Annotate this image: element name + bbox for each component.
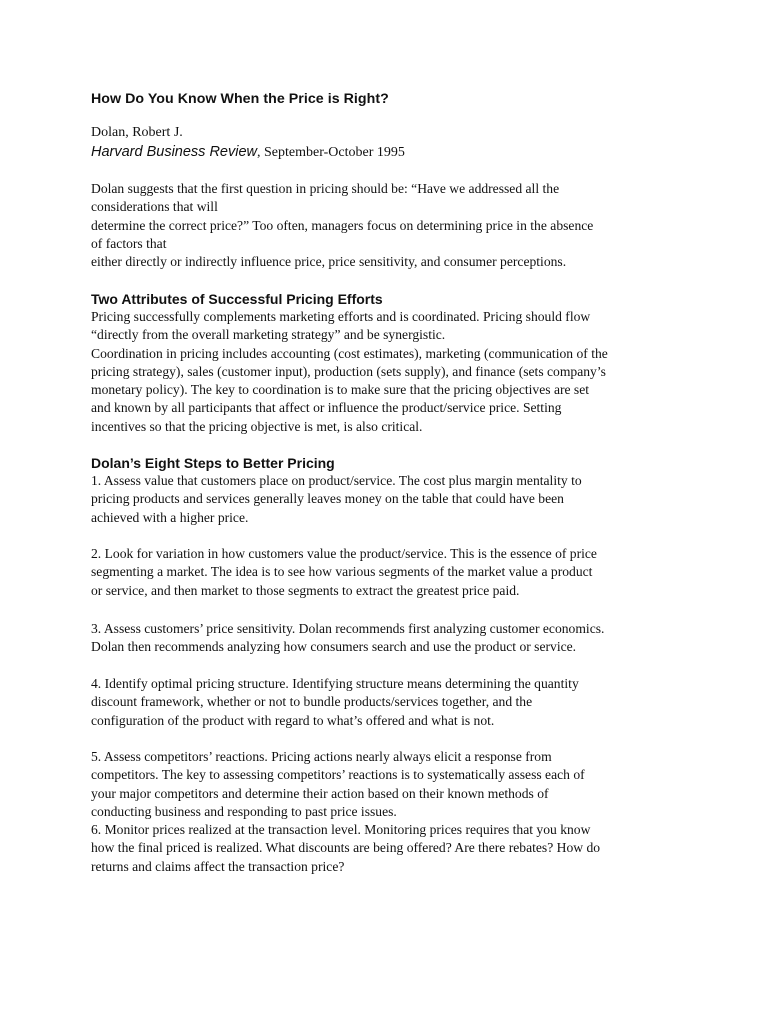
text-line: considerations that will: [91, 199, 218, 215]
text-line: incentives so that the pricing objective is met, is also critical.: [91, 418, 423, 434]
text-line: 4. Identify optimal pricing structure. Identifying structure means determining the quantity: [91, 676, 579, 691]
section-pricing-attributes: [91, 290, 691, 436]
text-line: segmenting a market. The idea is to see how various segments of the market value a product: [91, 564, 593, 580]
text-line: 3. Assess customers’ price sensitivity. Dolan recommends first analyzing customer economics.: [91, 621, 605, 636]
author-line: Dolan, Robert J.: [91, 125, 183, 140]
text-line: how the final priced is realized. What discounts are being offered? Are there rebates? How do: [91, 840, 601, 856]
text-line: Coordination in pricing includes accounting (cost estimates), marketing (communication of the: [91, 345, 608, 361]
section-eight-steps: [91, 454, 691, 527]
text-line: and known by all participants that affect or influence the product/service price. Setting: [91, 400, 562, 416]
step-5-6-paragraph: [91, 748, 691, 876]
text-line: 5. Assess competitors’ reactions. Pricing actions nearly always elicit a response from: [91, 749, 552, 764]
document-title: How Do You Know When the Price is Right?: [91, 91, 389, 107]
text-line: 6. Monitor prices realized at the transaction level. Monitoring prices requires that you know: [91, 822, 591, 838]
publication-date: , September-October 1995: [257, 145, 405, 160]
text-line: 1. Assess value that customers place on product/service. The cost plus margin mentality to: [91, 473, 582, 488]
source-line: [91, 144, 405, 161]
text-line: monetary policy). The key to coordination is to make sure that the pricing objectives are set: [91, 382, 590, 398]
step-3-paragraph: [91, 620, 691, 657]
text-line: conducting business and responding to past price issues.: [91, 803, 397, 819]
text-line: of factors that: [91, 235, 167, 251]
text-line: competitors. The key to assessing competitors’ reactions is to systematically assess each of: [91, 767, 585, 783]
text-line: Pricing successfully complements marketing efforts and is coordinated. Pricing should flow: [91, 309, 591, 324]
text-line: configuration of the product with regard to what’s offered and what is not.: [91, 712, 495, 728]
text-line: returns and claims affect the transaction price?: [91, 858, 345, 874]
text-line: your major competitors and determine their action based on their known methods of: [91, 785, 549, 801]
journal-name: Harvard Business Review: [91, 144, 258, 160]
text-line: achieved with a higher price.: [91, 509, 249, 525]
text-line: 2. Look for variation in how customers value the product/service. This is the essence of price: [91, 546, 597, 561]
text-line: Dolan then recommends analyzing how consumers search and use the product or service.: [91, 639, 577, 655]
text-line: pricing products and services generally leaves money on the table that could have been: [91, 491, 564, 507]
text-line: or service, and then market to those segments to extract the greatest price paid.: [91, 582, 520, 598]
step-2-paragraph: [91, 545, 691, 600]
intro-paragraph: [91, 180, 691, 271]
step-4-paragraph: [91, 675, 691, 730]
text-line: pricing strategy), sales (customer input), production (sets supply), and finance (sets company’s: [91, 363, 606, 379]
text-line: determine the correct price?” Too often, managers focus on determining price in the absence: [91, 217, 594, 233]
text-line: “directly from the overall marketing strategy” and be synergistic.: [91, 327, 446, 343]
text-line: Dolan suggests that the first question in pricing should be: “Have we addressed all the: [91, 181, 560, 196]
text-line: either directly or indirectly influence price, price sensitivity, and consumer perceptions.: [91, 254, 567, 270]
section-heading: Two Attributes of Successful Pricing Efforts: [91, 291, 383, 307]
section-heading: Dolan’s Eight Steps to Better Pricing: [91, 455, 335, 471]
text-line: discount framework, whether or not to bundle products/services together, and the: [91, 694, 533, 710]
